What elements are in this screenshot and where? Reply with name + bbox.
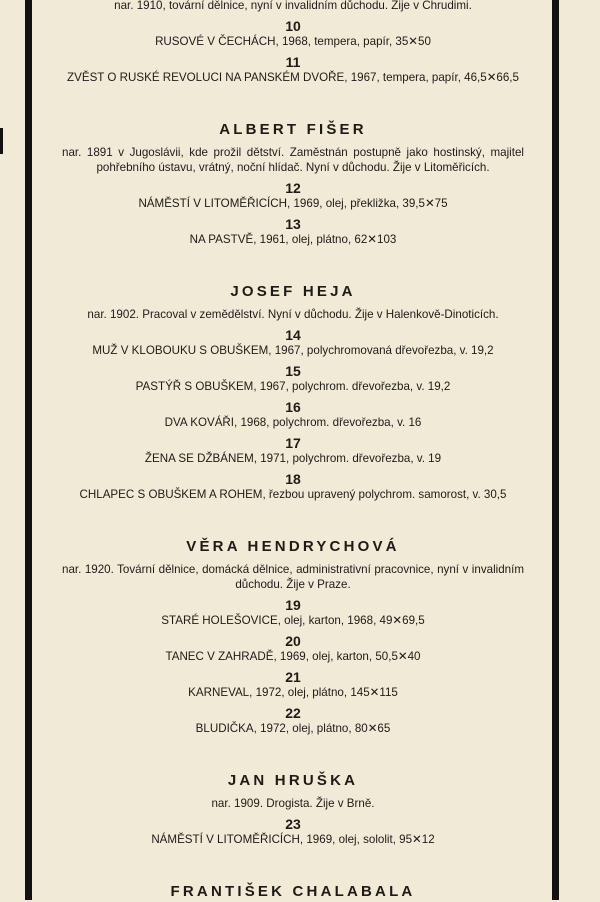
left-border-rule xyxy=(25,0,32,900)
work-title: ŽENA SE DŽBÁNEM, 1971, polychrom. dřevořezba, v. 19 xyxy=(144,452,442,465)
work-title: PASTÝŘ S OBUŠKEM, 1967, polychrom. dřevořezba, v. 19,2 xyxy=(135,380,451,393)
entry-number: 23 xyxy=(285,816,301,832)
entry-number: 11 xyxy=(285,54,301,70)
entry-number: 19 xyxy=(285,597,301,613)
entry-number: 10 xyxy=(285,18,301,34)
work-title: STARÉ HOLEŠOVICE, olej, karton, 1968, 49✕69,5 xyxy=(161,614,425,627)
work-title: BLUDIČKA, 1972, olej, plátno, 80✕65 xyxy=(195,722,391,735)
catalogue-content xyxy=(62,0,524,902)
work-title: ZVĚST O RUSKÉ REVOLUCI NA PANSKÉM DVOŘE, 1967, tempera, papír, 46,5✕66,5 xyxy=(67,71,519,84)
bio-fragment: nar. 1910, tovární dělnice, nyní v invalidním důchodu. Žije v Chrudimi. xyxy=(114,0,472,12)
artist-bio: nar. 1891 v Jugoslávii, kde prožil dětství. Zaměstnán postupně jako hostinský, majitel pohřebního ústavu, vrátný, noční hlídač. Nyní v důchodu. Žije v Litoměřicích. xyxy=(62,146,524,174)
entry-number: 13 xyxy=(285,216,301,232)
artist-name: JOSEF HEJA xyxy=(230,283,356,300)
artist-section-hruska xyxy=(62,771,524,847)
artist-name: ALBERT FIŠER xyxy=(219,121,367,138)
work-title: TANEC V ZAHRADĚ, 1969, olej, karton, 50,5✕40 xyxy=(165,650,421,663)
work-title: MUŽ V KLOBOUKU S OBUŠKEM, 1967, polychromovaná dřevořezba, v. 19,2 xyxy=(92,344,494,357)
entry-11 xyxy=(62,54,524,85)
work-title: KARNEVAL, 1972, olej, plátno, 145✕115 xyxy=(188,686,398,699)
entry-number: 12 xyxy=(285,180,301,196)
artist-section-chalabala xyxy=(62,882,524,902)
artist-bio: nar. 1902. Pracoval v zemědělství. Nyní v důchodu. Žije v Halenkově-Dinoticích. xyxy=(87,308,499,321)
work-title: NÁMĚSTÍ V LITOMĚŘICÍCH, 1969, olej, sololit, 95✕12 xyxy=(151,833,435,846)
work-title: DVA KOVÁŘI, 1968, polychrom. dřevořezba, v. 16 xyxy=(164,416,422,429)
entry-10 xyxy=(62,18,524,49)
artist-name: VĚRA HENDRYCHOVÁ xyxy=(186,538,400,555)
entry-number: 14 xyxy=(285,327,301,343)
artist-name: JAN HRUŠKA xyxy=(227,772,359,789)
margin-mark xyxy=(0,128,3,154)
entry-number: 17 xyxy=(285,435,301,451)
entry-number: 22 xyxy=(285,705,301,721)
artist-section-heja xyxy=(62,282,524,502)
artist-section-fiser xyxy=(62,120,524,247)
entry-number: 15 xyxy=(285,363,301,379)
work-title: CHLAPEC S OBUŠKEM A ROHEM, řezbou upravený polychrom. samorost, v. 30,5 xyxy=(79,488,507,501)
work-title: NA PASTVĚ, 1961, olej, plátno, 62✕103 xyxy=(189,233,397,246)
entry-number: 21 xyxy=(285,669,301,685)
work-title: NÁMĚSTÍ V LITOMĚŘICÍCH, 1969, olej, překližka, 39,5✕75 xyxy=(138,197,448,210)
work-title: RUSOVÉ V ČECHÁCH, 1968, tempera, papír, 35✕50 xyxy=(155,35,431,48)
entry-number: 18 xyxy=(285,471,301,487)
artist-section-hendrychova xyxy=(62,537,524,736)
artist-bio: nar. 1909. Drogista. Žije v Brně. xyxy=(211,797,375,810)
entry-number: 20 xyxy=(285,633,301,649)
entry-number: 16 xyxy=(285,399,301,415)
artist-bio: nar. 1920. Tovární dělnice, domácká dělnice, administrativní pracovnice, nyní v invalidním důchodu. Žije v Praze. xyxy=(62,563,524,591)
artist-name: FRANTIŠEK CHALABALA xyxy=(170,883,416,900)
right-border-rule xyxy=(552,0,559,900)
